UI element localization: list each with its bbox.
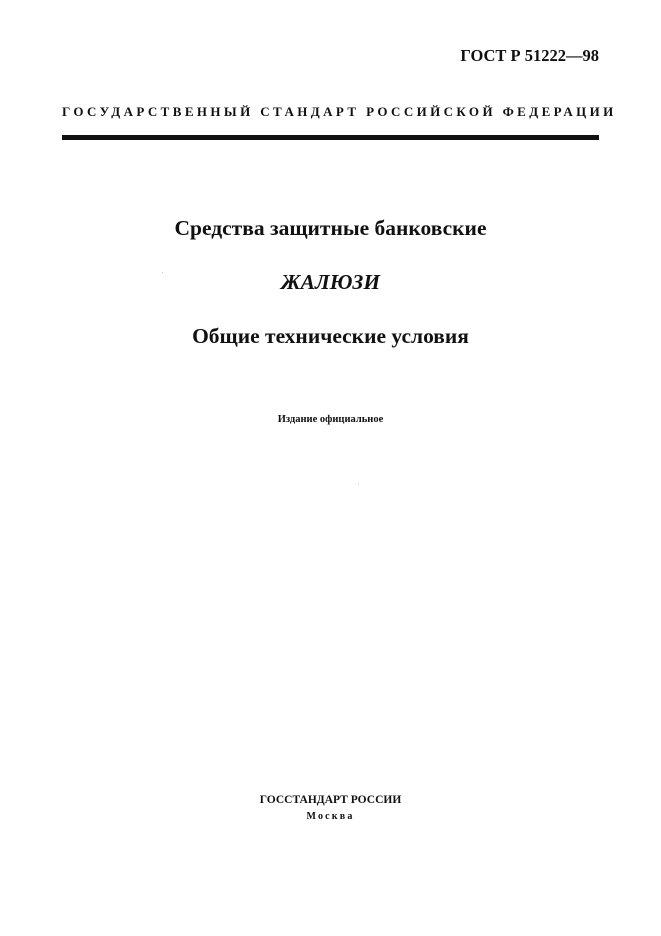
scan-speck (162, 272, 163, 273)
standard-type-header: ГОСУДАРСТВЕННЫЙ СТАНДАРТ РОССИЙСКОЙ ФЕДЕРАЦИИ (62, 104, 617, 119)
document-product-title: ЖАЛЮЗИ (280, 270, 381, 294)
document-subject: Средства защитные банковские (174, 216, 487, 240)
document-number: ГОСТ Р 51222—98 (460, 46, 599, 65)
scan-speck (358, 483, 359, 484)
header-divider (62, 135, 599, 140)
publisher-name: ГОССТАНДАРТ РОССИИ (259, 794, 402, 806)
publication-city: Москва (306, 811, 355, 822)
edition-note: Издание официальное (277, 414, 384, 425)
document-type-title: Общие технические условия (192, 324, 469, 348)
